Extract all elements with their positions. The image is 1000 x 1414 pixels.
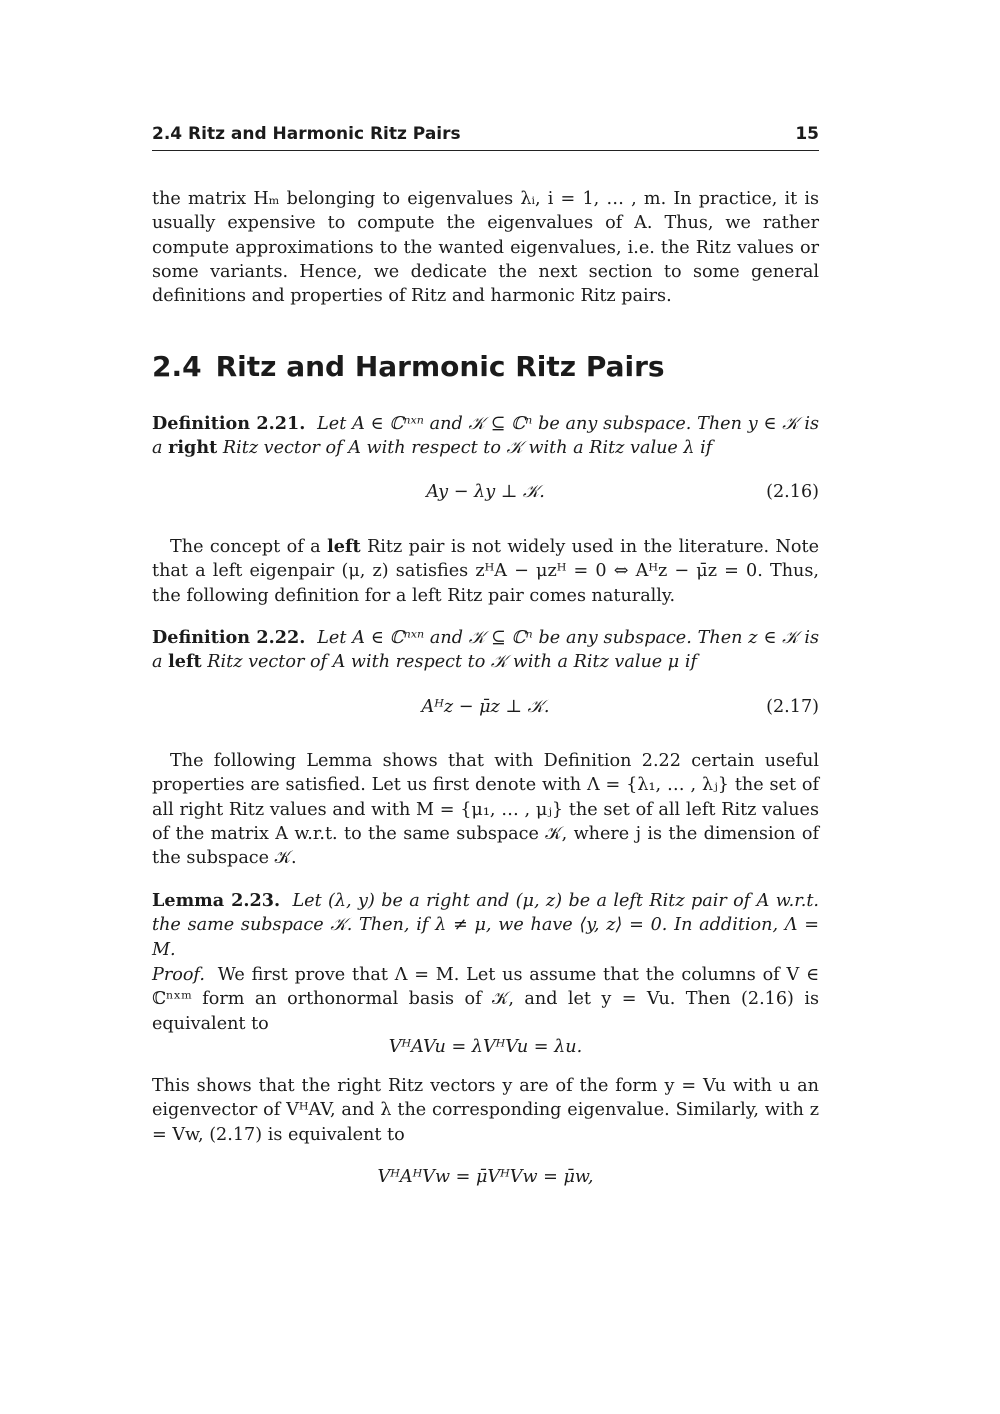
page-number: 15 <box>795 124 819 144</box>
intro-paragraph-block <box>152 187 819 308</box>
lemma-2-23 <box>152 889 819 962</box>
proof-paragraph-2-block <box>152 1074 819 1147</box>
equation-number: (2.17) <box>766 697 819 717</box>
proof-text: We first prove that Λ = M. Let us assume that the columns of V ∈ ℂⁿˣᵐ form an orthonormal basis of 𝒦, and let y = Vu. Then (2.16) is equivalent to <box>152 965 819 1034</box>
definition-head: Definition 2.22. <box>152 627 306 648</box>
section-title: Ritz and Harmonic Ritz Pairs <box>215 350 665 383</box>
equation-body: Aᴴz − μ̄z ⊥ 𝒦. <box>421 697 550 717</box>
left-ritz-paragraph-block <box>152 535 819 608</box>
definition-bold-word: right <box>168 437 218 459</box>
definition-2-21 <box>152 412 819 461</box>
running-header <box>152 124 819 151</box>
definition-text-a: Let A ∈ ℂⁿˣⁿ and 𝒦 ⊆ ℂⁿ be any subspace. Then y ∈ 𝒦 is a <box>152 414 819 459</box>
paragraph-text-b: Ritz pair is not widely used in the literature. Note that a left eigenpair (μ, z) satisfies zᴴA − μzᴴ = 0 ⇔ Aᴴz − μ̄z = 0. Thus, the following definition for a left Ritz pair comes naturally. <box>152 537 820 606</box>
definition-text-b: Ritz vector of A with respect to 𝒦 with a Ritz value μ if <box>207 652 697 673</box>
equation-body: Ay − λy ⊥ 𝒦. <box>426 482 545 502</box>
definition-bold-word: left <box>168 651 202 673</box>
definition-2-22 <box>152 626 819 675</box>
definition-text-a: Let A ∈ ℂⁿˣⁿ and 𝒦 ⊆ ℂⁿ be any subspace. Then z ∈ 𝒦 is a <box>152 628 820 673</box>
lemma-intro-paragraph-block <box>152 749 819 870</box>
equation-body: VᴴAᴴVw = μ̄VᴴVw = μ̄w, <box>377 1167 594 1187</box>
paragraph-bold-word: left <box>327 536 361 557</box>
intro-paragraph: the matrix Hₘ belonging to eigenvalues λᵢ, i = 1, … , m. In practice, it is usually expensive to compute the eigenvalues of A. Thus, we rather compute approximations to the wanted eigenvalues, i.e. the Ritz values or some variants. Hence, we dedicate the next section to some general definitions and properties of Ritz and harmonic Ritz pairs. <box>152 189 819 307</box>
paragraph-text-a: The concept of a <box>170 537 321 557</box>
proof-paragraph-2: This shows that the right Ritz vectors y are of the form y = Vu with u an eigenvector of VᴴAV, and λ the corresponding eigenvalue. Similarly, with z = Vw, (2.17) is equivalent to <box>152 1076 819 1145</box>
proof-block <box>152 963 819 1036</box>
equation-2-17 <box>152 697 819 723</box>
equation-body: VᴴAVu = λVᴴVu = λu. <box>388 1037 583 1057</box>
lemma-head: Lemma 2.23. <box>152 890 281 911</box>
running-title: 2.4 Ritz and Harmonic Ritz Pairs <box>152 124 461 144</box>
section-heading <box>152 350 665 383</box>
section-number: 2.4 <box>152 350 202 383</box>
lemma-intro-paragraph: The following Lemma shows that with Definition 2.22 certain useful properties are satisfied. Let us first denote with Λ = {λ₁, … , λⱼ} the set of all right Ritz values and with M = {μ₁, … , μⱼ} the set of all left Ritz values of the matrix A w.r.t. to the same subspace 𝒦, where j is the dimension of the subspace 𝒦. <box>152 751 819 869</box>
equation-number: (2.16) <box>766 482 819 502</box>
lemma-text: Let (λ, y) be a right and (μ, z) be a left Ritz pair of A w.r.t. the same subspace 𝒦. Then, if λ ≠ μ, we have ⟨y, z⟩ = 0. In addition, Λ = M. <box>152 891 820 960</box>
proof-head: Proof. <box>152 965 205 985</box>
definition-text-b: Ritz vector of A with respect to 𝒦 with a Ritz value λ if <box>222 438 713 459</box>
proof-equation-2 <box>152 1167 819 1193</box>
definition-head: Definition 2.21. <box>152 413 306 434</box>
equation-2-16 <box>152 482 819 508</box>
proof-equation-1 <box>152 1037 819 1063</box>
left-ritz-paragraph <box>152 535 819 608</box>
